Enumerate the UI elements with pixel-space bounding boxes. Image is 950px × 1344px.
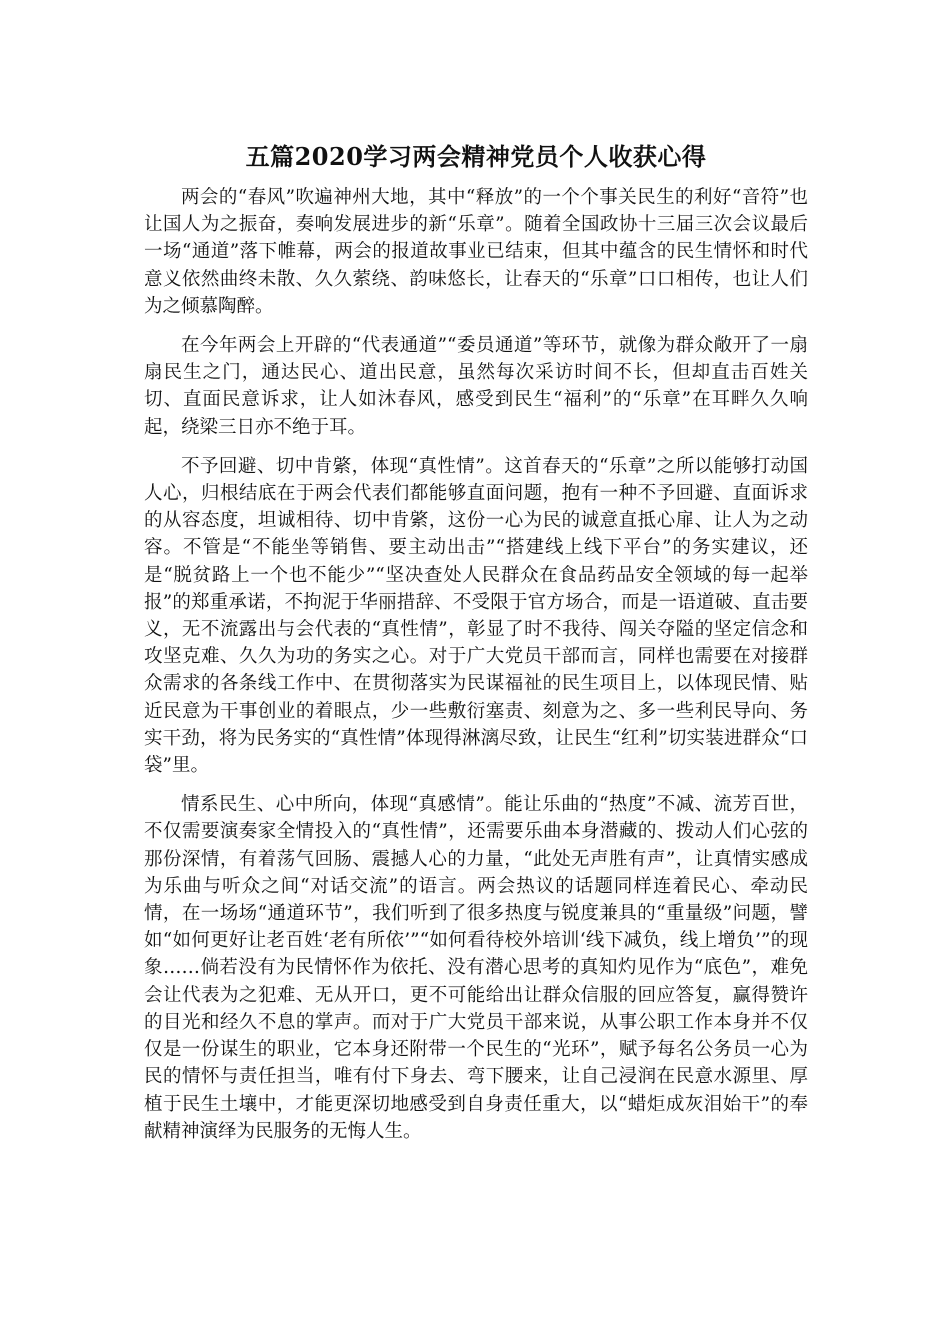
paragraph-1: 两会的“春风”吹遍神州大地，其中“释放”的一个个事关民生的利好“音符”也让国人为之振奋，奏响发展进步的新“乐章”。随着全国政协十三届三次会议最后一场“通道”落下帷幕，两会的报道故事业已结束，但其中蕴含的民生情怀和时代意义依然曲终未散、久久萦绕、韵味悠长，让春天的“乐章”口口相传，也让人们为之倾慕陶醉。 (144, 187, 808, 317)
paragraph-3: 不予回避、切中肯綮，体现“真性情”。这首春天的“乐章”之所以能够打动国人心，归根结底在于两会代表们都能够直面问题，抱有一种不予回避、直面诉求的从容态度，坦诚相待、切中肯綮，这份一心为民的诚意直抵心扉、让人为之动容。不管是“不能坐等销售、要主动出击”“搭建线上线下平台”的务实建议，还是“脱贫路上一个也不能少”“坚决查处人民群众在食品药品安全领域的每一起举报”的郑重承诺，不拘泥于华丽措辞、不受限于官方场合，而是一语道破、直击要义，无不流露出与会代表的“真性情”，彰显了时不我待、闯关夺隘的坚定信念和攻坚克难、久久为功的务实之心。对于广大党员干部而言，同样也需要在对接群众需求的各条线工作中、在贯彻落实为民谋福祉的民生项目上，以体现民情、贴近民意为干事创业的着眼点，少一些敷衍塞责、刻意为之、多一些利民导向、务实干劲，将为民务实的“真性情”体现得淋漓尽致，让民生“红利”切实装进群众“口袋”里。 (144, 455, 808, 777)
paragraph-4: 情系民生、心中所向，体现“真感情”。能让乐曲的“热度”不减、流芳百世，不仅需要演奏家全情投入的“真性情”，还需要乐曲本身潜藏的、拨动人们心弦的那份深情，有着荡气回肠、震撼人心的力量，“此处无声胜有声”，让真情实感成为乐曲与听众之间“对话交流”的语言。两会热议的话题同样连着民心、牵动民情，在一场场“通道环节”，我们听到了很多热度与锐度兼具的“重量级”问题，譬如“如何更好让老百姓‘老有所依’”“如何看待校外培训‘线下减负，线上增负’”的现象……倘若没有为民情怀作为依托、没有潜心思考的真知灼见作为“底色”，难免会让代表为之犯难、无从开口，更不可能给出让群众信服的回应答复，赢得赞许的目光和经久不息的掌声。而对于广大党员干部来说，从事公职工作本身并不仅仅是一份谋生的职业，它本身还附带一个民生的“光环”，赋予每名公务员一心为民的情怀与责任担当，唯有付下身去、弯下腰来，让自己浸润在民意水源里、厚植于民生土壤中，才能更深切地感受到自身责任重大，以“蜡炬成灰泪始干”的奉献精神演绎为民服务的无悔人生。 (144, 794, 808, 1142)
document-page (144, 140, 808, 1157)
paragraph-2: 在今年两会上开辟的“代表通道”“委员通道”等环节，就像为群众敞开了一扇扇民生之门，通达民心、道出民意，虽然每次采访时间不长，但却直击百姓关切、直面民意诉求，让人如沐春风，感受到民生“福利”的“乐章”在耳畔久久响起，绕梁三日亦不绝于耳。 (144, 335, 808, 438)
document-title: 五篇2020学习两会精神党员个人收获心得 (245, 142, 707, 171)
